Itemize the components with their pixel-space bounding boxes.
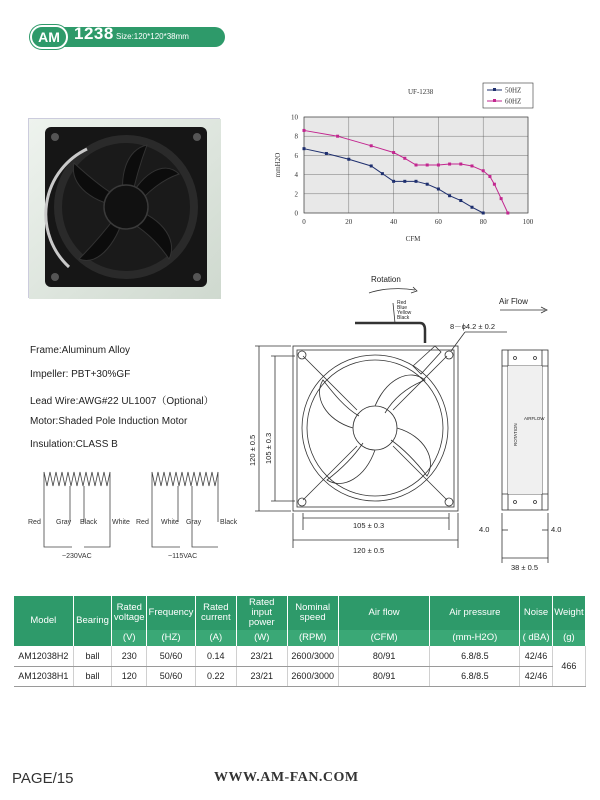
col-current: Rated current bbox=[195, 596, 236, 630]
wire-label-gray-2: Gray bbox=[186, 519, 202, 526]
legend-marker-50hz bbox=[493, 88, 496, 91]
inner-width-dim: 105 ± 0.3 bbox=[353, 521, 385, 530]
y-tick-label: 4 bbox=[294, 171, 298, 180]
legend-label-60hz: 60HZ bbox=[505, 97, 522, 106]
data-point bbox=[471, 206, 474, 209]
cell-bearing: ball bbox=[73, 646, 112, 666]
outer-width-dim: 120 ± 0.5 bbox=[353, 546, 385, 555]
wire-label-white-2: White bbox=[161, 519, 179, 526]
cell-weight: 466 bbox=[552, 646, 585, 686]
cell-pressure: 6.8/8.5 bbox=[430, 646, 520, 666]
depth-dim: 38 ± 0.5 bbox=[511, 563, 539, 572]
page-number: PAGE/15 bbox=[12, 770, 74, 787]
data-point bbox=[336, 135, 339, 138]
unit-noise: ( dBA) bbox=[520, 630, 553, 646]
wiring-diagrams bbox=[28, 462, 248, 572]
cell-frequency: 50/60 bbox=[147, 666, 196, 686]
x-tick-label: 20 bbox=[345, 218, 353, 226]
airflow-label: Air Flow bbox=[499, 297, 528, 306]
table-row bbox=[14, 646, 586, 666]
cell-voltage: 120 bbox=[112, 666, 147, 686]
cell-current: 0.22 bbox=[195, 666, 236, 686]
x-tick-label: 40 bbox=[390, 218, 398, 226]
data-point bbox=[506, 212, 509, 215]
wire-black: Black bbox=[397, 315, 410, 321]
wire-red: Red bbox=[397, 300, 407, 306]
size-label: Size:120*120*38mm bbox=[116, 32, 189, 41]
wire-label-black-2: Black bbox=[220, 519, 238, 526]
data-point bbox=[325, 152, 328, 155]
voltage-230: ~230VAC bbox=[62, 553, 92, 560]
unit-power: (W) bbox=[236, 630, 287, 646]
x-axis-label: CFM bbox=[405, 235, 421, 243]
data-point bbox=[482, 212, 485, 215]
flange-right-dim: 4.0 bbox=[551, 525, 562, 534]
cell-speed: 2600/3000 bbox=[287, 666, 338, 686]
data-point bbox=[459, 163, 462, 166]
website-link[interactable]: WWW.AM-FAN.COM bbox=[214, 770, 359, 785]
x-tick-label: 0 bbox=[302, 218, 306, 226]
legend-label-50hz: 50HZ bbox=[505, 86, 522, 95]
y-tick-label: 10 bbox=[291, 113, 298, 122]
cell-pressure: 6.8/8.5 bbox=[430, 666, 520, 686]
data-point bbox=[303, 147, 306, 150]
spec-list bbox=[30, 345, 214, 463]
spec-motor: Motor:Shaded Pole Induction Motor bbox=[30, 415, 188, 427]
side-rotation-label: ROTATION bbox=[513, 423, 518, 446]
chart-legend bbox=[483, 83, 533, 108]
flange-left-dim: 4.0 bbox=[479, 525, 490, 534]
fan-photo-icon bbox=[29, 119, 221, 299]
col-noise: Noise bbox=[520, 596, 553, 630]
technical-drawing bbox=[245, 268, 585, 578]
brand-badge: AM bbox=[30, 25, 68, 49]
data-point bbox=[381, 172, 384, 175]
cell-noise: 42/46 bbox=[520, 646, 553, 666]
data-point bbox=[392, 151, 395, 154]
unit-frequency: (HZ) bbox=[147, 630, 196, 646]
unit-pressure: (mm-H2O) bbox=[430, 630, 520, 646]
col-weight: Weight bbox=[552, 596, 585, 630]
cell-airflow: 80/91 bbox=[338, 646, 430, 666]
voltage-115: ~115VAC bbox=[168, 553, 198, 560]
unit-current: (A) bbox=[195, 630, 236, 646]
performance-chart bbox=[270, 80, 570, 245]
data-point bbox=[493, 183, 496, 186]
y-tick-label: 2 bbox=[294, 190, 298, 199]
wire-label-black: Black bbox=[80, 519, 98, 526]
data-point bbox=[459, 199, 462, 202]
data-point bbox=[471, 164, 474, 167]
data-point bbox=[437, 164, 440, 167]
data-point bbox=[500, 197, 503, 200]
data-point bbox=[482, 169, 485, 172]
data-point bbox=[448, 163, 451, 166]
y-tick-label: 8 bbox=[294, 132, 298, 141]
data-point bbox=[437, 188, 440, 191]
data-point bbox=[347, 158, 350, 161]
wire-blue: Blue bbox=[397, 305, 408, 311]
wiring-diagram-svg bbox=[28, 462, 248, 572]
col-power: Rated input power bbox=[236, 596, 287, 630]
model-number: 1238 bbox=[74, 24, 114, 43]
col-bearing: Bearing bbox=[73, 596, 112, 646]
spec-insulation: Insulation:CLASS B bbox=[30, 439, 118, 450]
y-tick-label: 0 bbox=[294, 209, 298, 218]
wire-label-red: Red bbox=[28, 519, 41, 526]
unit-voltage: (V) bbox=[112, 630, 147, 646]
spec-table bbox=[14, 596, 586, 687]
cell-noise: 42/46 bbox=[520, 666, 553, 686]
y-tick-label: 6 bbox=[294, 151, 298, 160]
data-point bbox=[370, 144, 373, 147]
spec-lead-wire: Lead Wire:AWG#22 UL1007（Optional） bbox=[30, 396, 214, 407]
side-airflow-label: AIRFLOW bbox=[524, 416, 545, 421]
col-frequency: Frequency bbox=[147, 596, 196, 630]
cell-frequency: 50/60 bbox=[147, 646, 196, 666]
wire-label-red-2: Red bbox=[136, 519, 149, 526]
fan-photo bbox=[28, 118, 220, 298]
data-point bbox=[426, 183, 429, 186]
data-point bbox=[403, 157, 406, 160]
legend-marker-60hz bbox=[493, 99, 496, 102]
unit-airflow: (CFM) bbox=[338, 630, 430, 646]
x-tick-label: 100 bbox=[522, 218, 534, 226]
data-point bbox=[415, 180, 418, 183]
data-point bbox=[392, 180, 395, 183]
product-header bbox=[30, 22, 260, 52]
rotation-label: Rotation bbox=[371, 275, 401, 284]
inner-height-dim: 105 ± 0.3 bbox=[264, 432, 273, 464]
performance-chart-svg bbox=[270, 80, 570, 245]
cell-current: 0.14 bbox=[195, 646, 236, 666]
x-tick-label: 60 bbox=[434, 218, 442, 226]
data-point bbox=[403, 180, 406, 183]
chart-title: UF-1238 bbox=[408, 88, 434, 96]
cell-model: AM12038H2 bbox=[14, 646, 73, 666]
data-point bbox=[488, 175, 491, 178]
cell-airflow: 80/91 bbox=[338, 666, 430, 686]
unit-speed: (RPM) bbox=[287, 630, 338, 646]
cell-power: 23/21 bbox=[236, 666, 287, 686]
spec-frame: Frame:Aluminum Alloy bbox=[30, 345, 131, 356]
cell-power: 23/21 bbox=[236, 646, 287, 666]
cell-speed: 2600/3000 bbox=[287, 646, 338, 666]
spec-impeller: Impeller: PBT+30%GF bbox=[30, 368, 131, 380]
wire-label-white: White bbox=[112, 519, 130, 526]
col-speed: Nominal speed bbox=[287, 596, 338, 630]
technical-drawing-svg bbox=[245, 268, 585, 578]
table-row bbox=[14, 666, 586, 686]
col-pressure: Air pressure bbox=[430, 596, 520, 630]
holes-dim: 8－ϕ4.2 ± 0.2 bbox=[450, 322, 496, 331]
x-tick-label: 80 bbox=[479, 218, 487, 226]
cell-bearing: ball bbox=[73, 666, 112, 686]
y-axis-label: mmH2O bbox=[274, 152, 282, 178]
data-point bbox=[303, 129, 306, 132]
col-voltage: Rated voltage bbox=[112, 596, 147, 630]
wire-yellow: Yellow bbox=[397, 310, 412, 316]
data-point bbox=[415, 164, 418, 167]
col-airflow: Air flow bbox=[338, 596, 430, 630]
table-header-row bbox=[14, 596, 586, 630]
outer-height-dim: 120 ± 0.5 bbox=[248, 434, 257, 466]
cell-voltage: 230 bbox=[112, 646, 147, 666]
data-point bbox=[370, 164, 373, 167]
col-model: Model bbox=[14, 596, 73, 646]
unit-weight: (g) bbox=[552, 630, 585, 646]
wire-label-gray: Gray bbox=[56, 519, 72, 526]
data-point bbox=[448, 194, 451, 197]
cell-model: AM12038H1 bbox=[14, 666, 73, 686]
data-point bbox=[426, 164, 429, 167]
